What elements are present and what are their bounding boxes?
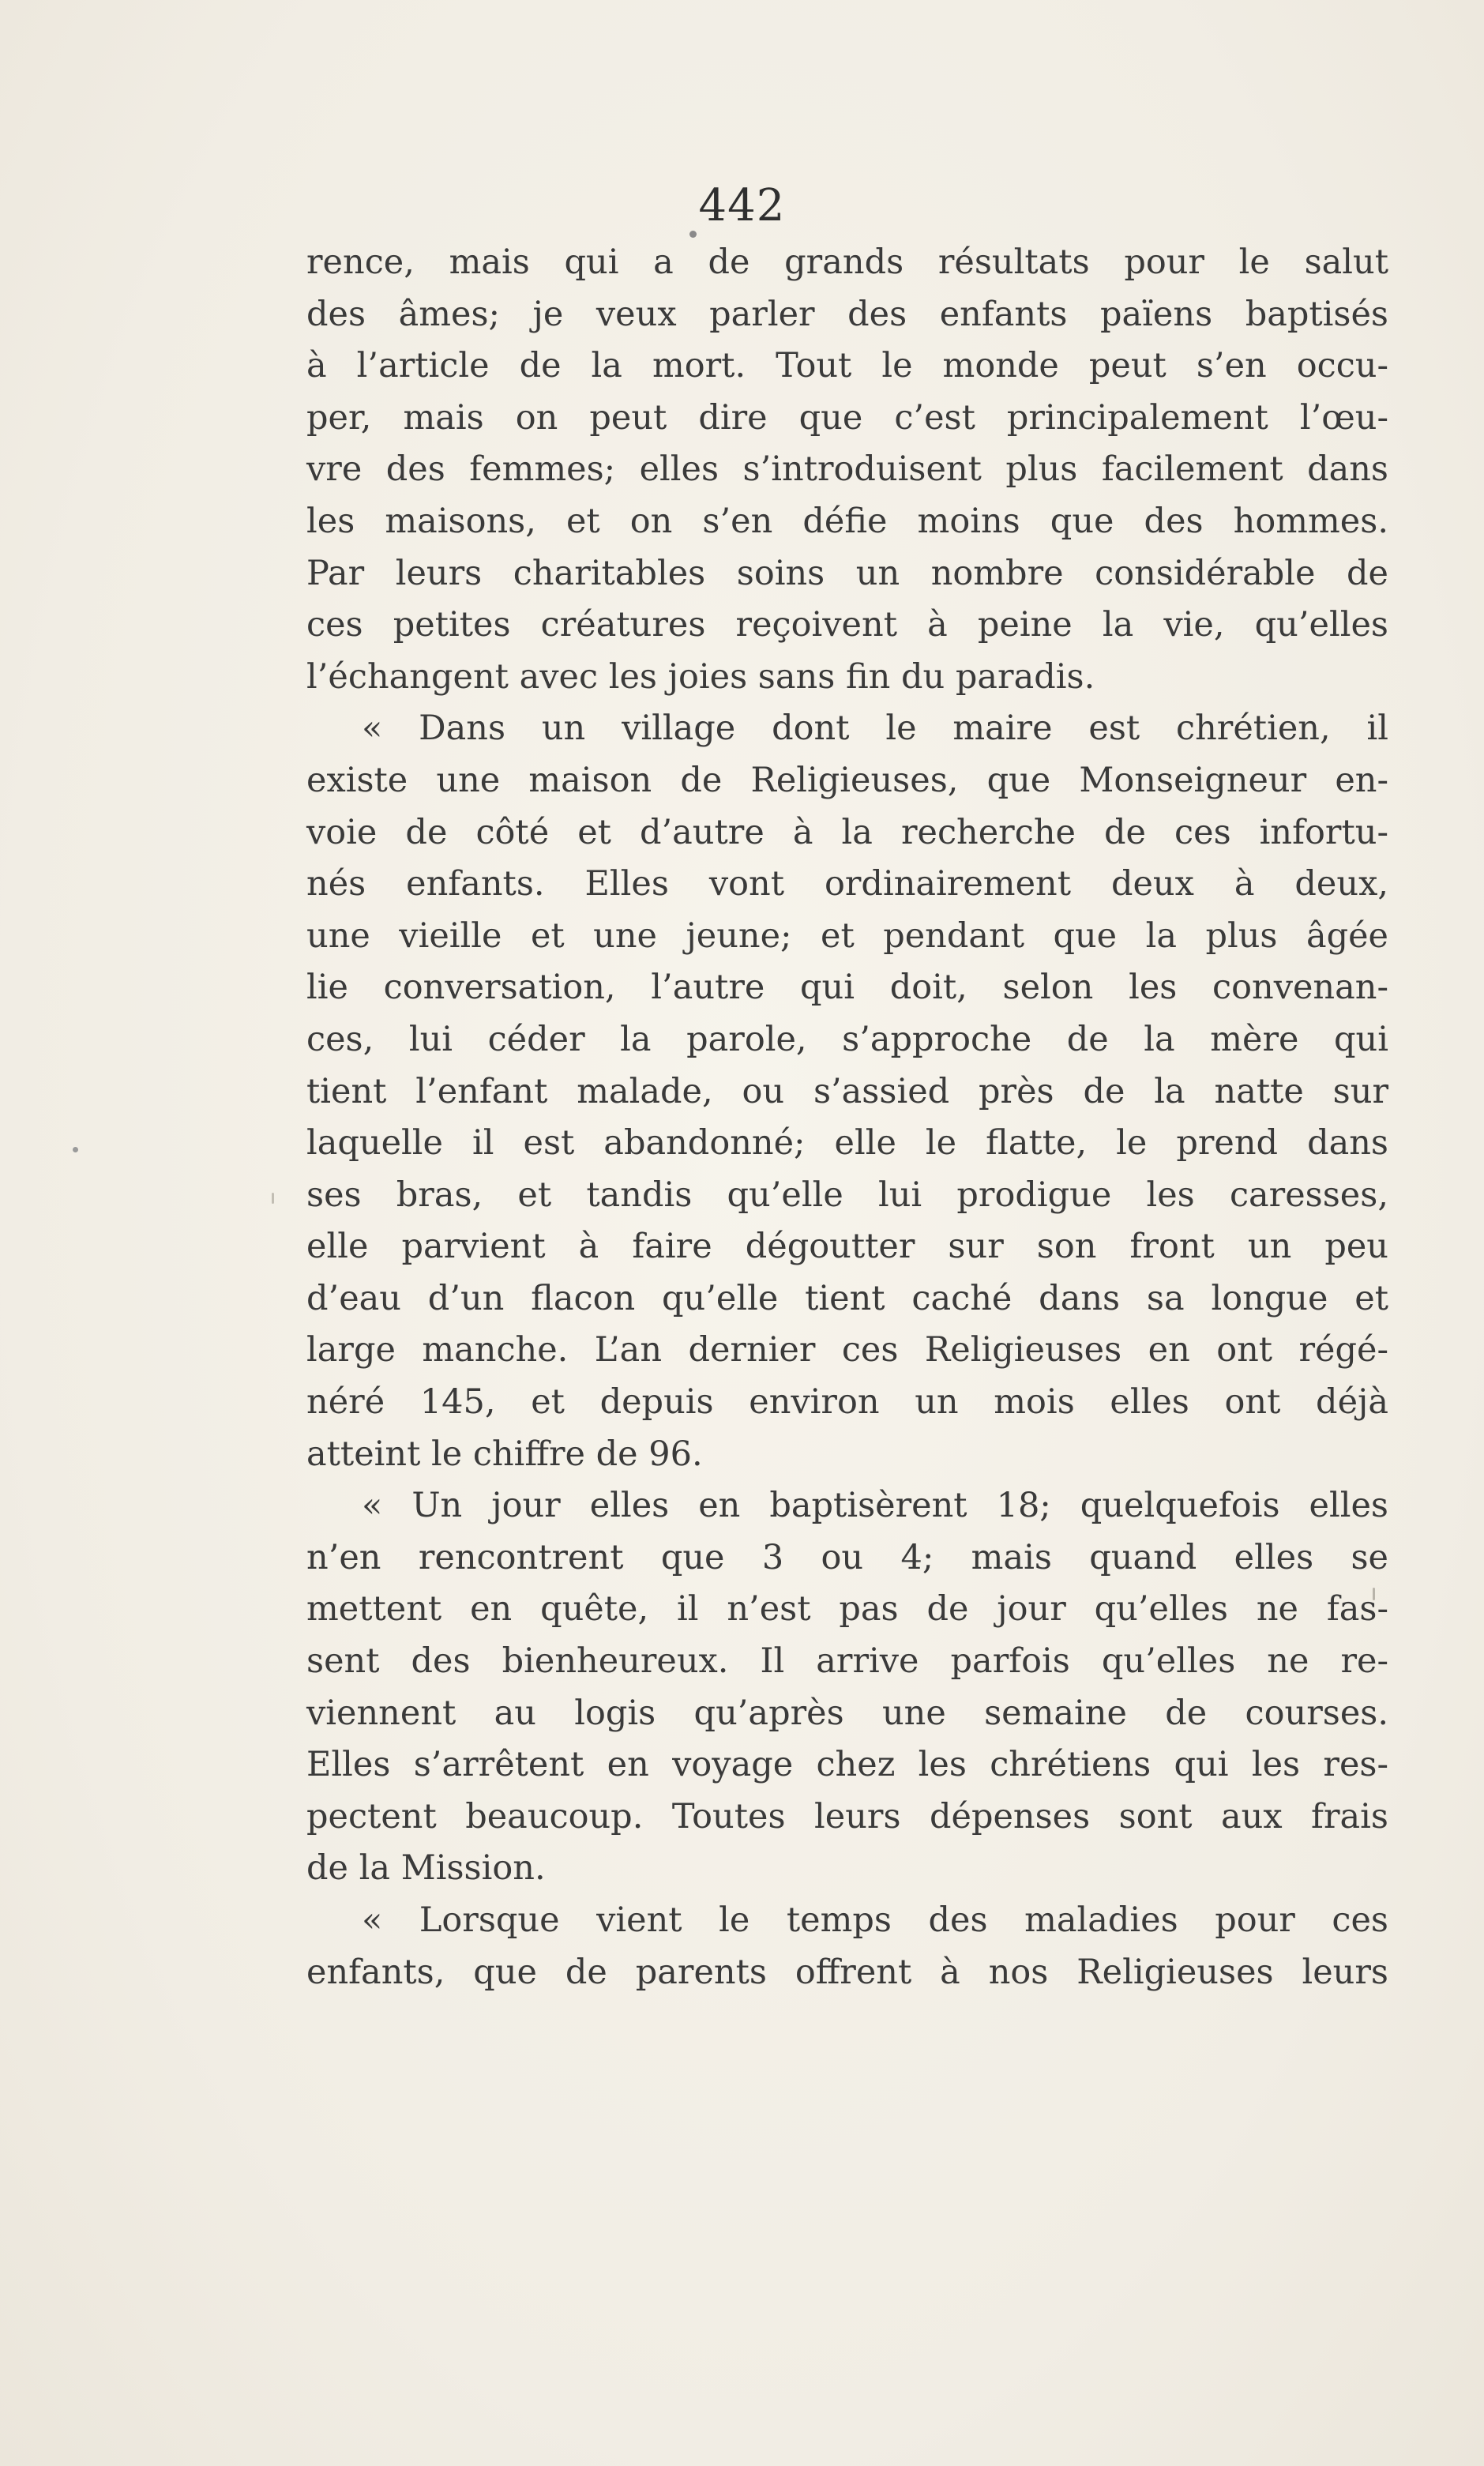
text-line: atteint le chiffre de 96. bbox=[306, 1434, 703, 1474]
text-line: « Un jour elles en baptisèrent 18; quelquefois elles bbox=[362, 1486, 1388, 1526]
text-line: les maisons, et on s’en défie moins que des hommes. bbox=[306, 501, 1388, 541]
text-line: laquelle il est abandonné; elle le flatte, le prend dans bbox=[306, 1123, 1388, 1163]
text-line: Elles s’arrêtent en voyage chez les chrétiens qui les res- bbox=[306, 1745, 1388, 1785]
text-line: l’échangent avec les joies sans fin du paradis. bbox=[306, 656, 1095, 697]
text-line: vre des femmes; elles s’introduisent plus facilement dans bbox=[306, 449, 1388, 490]
text-line: une vieille et une jeune; et pendant que la plus âgée bbox=[306, 915, 1388, 956]
text-line: large manche. L’an dernier ces Religieuses en ont régé- bbox=[306, 1330, 1388, 1370]
text-line: elle parvient à faire dégoutter sur son front un peu bbox=[306, 1227, 1388, 1267]
text-line: ces petites créatures reçoivent à peine la vie, qu’elles bbox=[306, 605, 1388, 645]
text-line: n’en rencontrent que 3 ou 4; mais quand elles se bbox=[306, 1537, 1388, 1577]
text-line: rence, mais qui a de grands résultats pour le salut bbox=[306, 242, 1388, 282]
text-line: per, mais on peut dire que c’est principalement l’œu- bbox=[306, 397, 1388, 438]
text-line: nés enfants. Elles vont ordinairement deux à deux, bbox=[306, 864, 1388, 904]
text-line: ses bras, et tandis qu’elle lui prodigue les caresses, bbox=[306, 1175, 1388, 1215]
text-line: voie de côté et d’autre à la recherche de ces infortu- bbox=[306, 812, 1388, 852]
text-line: sent des bienheureux. Il arrive parfois qu’elles ne re- bbox=[306, 1641, 1388, 1682]
text-line: « Lorsque vient le temps des maladies pour ces bbox=[362, 1900, 1388, 1940]
print-speck bbox=[73, 1147, 78, 1152]
text-line: pectent beaucoup. Toutes leurs dépenses sont aux frais bbox=[306, 1796, 1388, 1836]
text-line: des âmes; je veux parler des enfants païens baptisés bbox=[306, 294, 1388, 334]
text-line: ces, lui céder la parole, s’approche de la mère qui bbox=[306, 1019, 1388, 1059]
text-line: d’eau d’un flacon qu’elle tient caché dans sa longue et bbox=[306, 1278, 1388, 1318]
text-line: existe une maison de Religieuses, que Monseigneur en- bbox=[306, 760, 1388, 800]
page-number: 442 bbox=[698, 180, 786, 231]
text-line: tient l’enfant malade, ou s’assied près de la natte sur bbox=[306, 1071, 1388, 1111]
text-line: néré 145, et depuis environ un mois elles ont déjà bbox=[306, 1382, 1388, 1423]
text-line: lie conversation, l’autre qui doit, selon les convenan- bbox=[306, 968, 1388, 1008]
text-line: enfants, que de parents offrent à nos Religieuses leurs bbox=[306, 1952, 1388, 1992]
text-line: à l’article de la mort. Tout le monde peut s’en occu- bbox=[306, 346, 1388, 386]
text-line: de la Mission. bbox=[306, 1848, 546, 1889]
text-line: viennent au logis qu’après une semaine de courses. bbox=[306, 1693, 1388, 1733]
text-line: mettent en quête, il n’est pas de jour qu’elles ne fas- bbox=[306, 1589, 1388, 1630]
body-text bbox=[306, 237, 1388, 1998]
text-line: Par leurs charitables soins un nombre considérable de bbox=[306, 553, 1388, 593]
text-line: « Dans un village dont le maire est chrétien, il bbox=[362, 709, 1388, 749]
print-speck bbox=[272, 1193, 274, 1204]
